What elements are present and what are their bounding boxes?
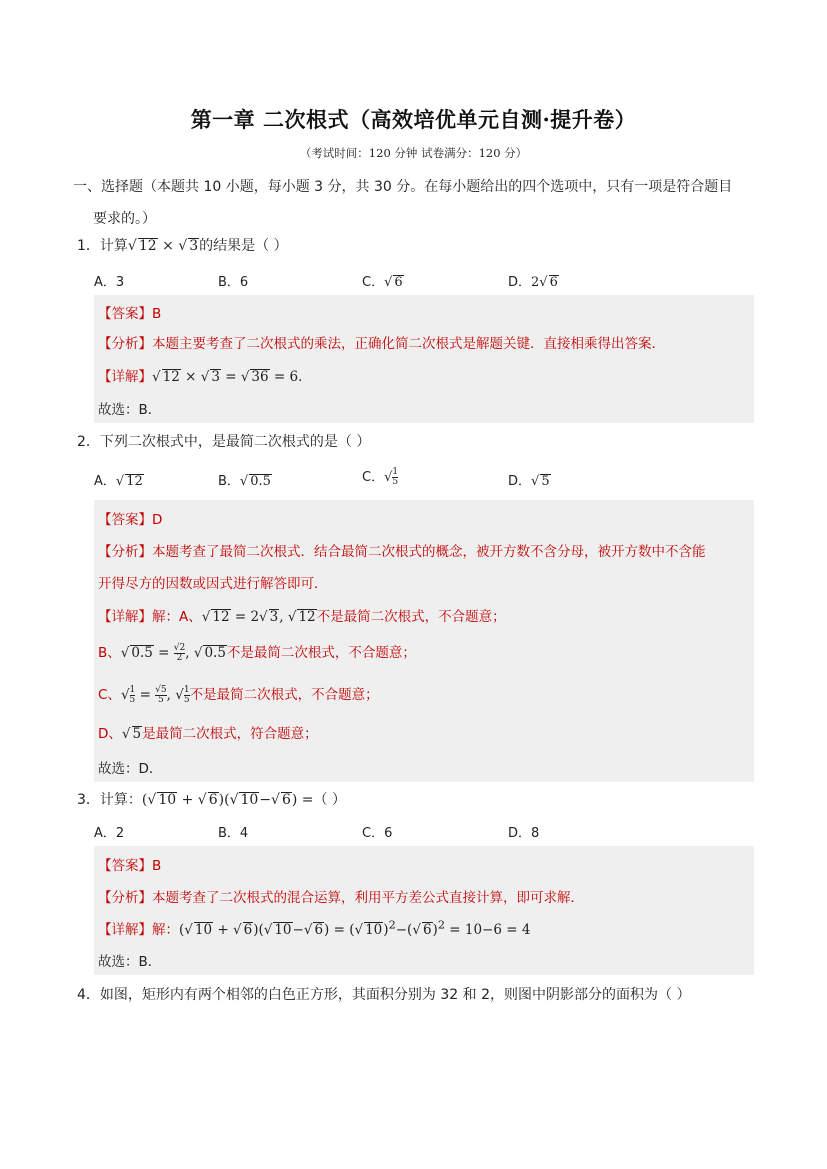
question-number: 4． bbox=[77, 987, 100, 1003]
question-number: 2． bbox=[77, 434, 100, 450]
answer-box-2 bbox=[94, 500, 754, 782]
option-d[interactable] bbox=[508, 470, 551, 489]
detail-prefix: D、 bbox=[98, 726, 122, 742]
detail-suffix: 是最简二次根式，符合题意； bbox=[142, 726, 318, 742]
math-expression: √ 5 bbox=[121, 726, 142, 742]
choose-line: 故选：B． bbox=[98, 402, 162, 418]
option-label: B． bbox=[218, 474, 240, 489]
option-b[interactable] bbox=[218, 470, 272, 489]
question-prefix: 计算 bbox=[99, 238, 128, 254]
option-label: D． bbox=[508, 275, 532, 290]
detail-end: ． bbox=[298, 369, 312, 385]
analysis-text: 本题考查了最简二次根式．结合最简二次根式的概念，被开方数不含分母，被开方数中不含能 bbox=[152, 544, 706, 560]
math-expression: √ 0.5 = $\frac{√2}{2}$ , √ 0.5 bbox=[120, 643, 226, 663]
detail-suffix: 不是最简二次根式，不合题意； bbox=[226, 645, 416, 661]
detail-prefix: 解：A、 bbox=[152, 609, 202, 625]
choose-line: 故选：D． bbox=[98, 761, 163, 777]
option-c[interactable]: C．6 bbox=[362, 826, 393, 841]
option-b[interactable]: B．4 bbox=[218, 826, 249, 841]
math-expression: √ 6 bbox=[384, 275, 403, 290]
detail-label: 【详解】 bbox=[98, 369, 152, 385]
choose-line: 故选：B． bbox=[98, 954, 162, 970]
answer-label: 【答案】 bbox=[98, 858, 152, 874]
analysis-label: 【分析】 bbox=[98, 336, 152, 352]
option-b[interactable]: B．6 bbox=[218, 275, 249, 290]
math-expression: 2√ 6 bbox=[531, 275, 558, 290]
option-label: C． bbox=[362, 470, 385, 485]
math-expression: √ 12 = 2√ 3, √ 12 bbox=[201, 609, 316, 625]
answer-value: D bbox=[152, 512, 163, 528]
detail-line bbox=[98, 365, 312, 385]
answer-line bbox=[98, 508, 162, 528]
math-expression: √ $\frac{1}{5}$ = $\frac{√5}{5}$ , √ $\frac{1}{5}$ bbox=[120, 685, 190, 705]
answer-value: B bbox=[152, 306, 162, 322]
analysis-line bbox=[98, 332, 665, 352]
detail-prefix: C、 bbox=[98, 687, 121, 703]
answer-label: 【答案】 bbox=[98, 306, 152, 322]
detail-suffix: 不是最简二次根式，不合题意； bbox=[189, 687, 379, 703]
question-number: 3． bbox=[77, 792, 100, 808]
section-heading-line1: 一、选择题（本题共 10 小题，每小题 3 分，共 30 分。在每小题给出的四个选项中，只有一项是符合题目 bbox=[73, 179, 733, 195]
math-expression: √ 12 bbox=[115, 474, 143, 489]
section-heading-line2: 要求的。） bbox=[93, 211, 156, 227]
math-expression: √ 5 bbox=[531, 474, 550, 489]
question-text: 如图，矩形内有两个相邻的白色正方形，其面积分别为 32 和 2，则图中阴影部分的面积为（ ） bbox=[99, 987, 691, 1003]
question-text: 下列二次根式中，是最简二次根式的是（ ） bbox=[99, 434, 371, 450]
detail-line-b bbox=[98, 641, 416, 663]
option-a[interactable]: A．2 bbox=[94, 826, 125, 841]
analysis-text: 本题主要考查了二次根式的乘法，正确化简二次根式是解题关键．直接相乘得出答案． bbox=[152, 336, 665, 352]
detail-prefix: 解： bbox=[152, 922, 179, 938]
option-label: A． bbox=[94, 474, 116, 489]
option-label: C． bbox=[362, 275, 385, 290]
math-expression: √ 12 × √ 3 = √ 36 = 6 bbox=[152, 369, 299, 385]
page-title: 第一章 二次根式（高效培优单元自测·提升卷） bbox=[190, 107, 637, 132]
answer-label: 【答案】 bbox=[98, 512, 152, 528]
section-heading bbox=[73, 171, 763, 235]
analysis-label: 【分析】 bbox=[98, 544, 152, 560]
answer-value: B bbox=[152, 858, 162, 874]
option-label: D． bbox=[508, 474, 532, 489]
math-expression: √ $\frac{1}{5}$ bbox=[384, 467, 399, 487]
detail-label: 【详解】 bbox=[98, 609, 152, 625]
question-3 bbox=[77, 789, 346, 809]
analysis-line-2: 开得尽方的因数或因式进行解答即可． bbox=[98, 576, 328, 592]
analysis-text: 本题考查了二次根式的混合运算，利用平方差公式直接计算，即可求解． bbox=[152, 890, 584, 906]
analysis-line bbox=[98, 540, 706, 560]
detail-line-c bbox=[98, 683, 379, 705]
question-prefix: 计算： bbox=[99, 792, 142, 808]
question-1 bbox=[77, 235, 288, 255]
question-number: 1． bbox=[77, 238, 100, 254]
math-expression: √ 0.5 bbox=[239, 474, 271, 489]
detail-prefix: B、 bbox=[98, 645, 121, 661]
question-4 bbox=[77, 984, 690, 1004]
detail-suffix: 不是最简二次根式，不合题意； bbox=[316, 609, 506, 625]
detail-tail: = 10−6 = 4 bbox=[444, 922, 531, 938]
math-expression: (√ 10 + √ 6)(√ 10−√ 6) = (√ 10)$^2$−(√ 6)$^2$ bbox=[179, 918, 445, 938]
math-expression: (√ 10 + √ 6)(√ 10−√ 6) bbox=[141, 792, 298, 808]
detail-line-a bbox=[98, 605, 506, 625]
analysis-label: 【分析】 bbox=[98, 890, 152, 906]
question-2 bbox=[77, 431, 370, 451]
option-d[interactable] bbox=[508, 271, 559, 290]
answer-box-3 bbox=[94, 846, 754, 975]
question-suffix: 的结果是（ ） bbox=[199, 238, 288, 254]
analysis-line bbox=[98, 886, 584, 906]
answer-box-1 bbox=[94, 295, 754, 423]
math-expression: √ 12 × √ 3 bbox=[127, 238, 199, 254]
detail-label: 【详解】 bbox=[98, 922, 152, 938]
detail-line-d bbox=[98, 722, 318, 742]
exam-info: （考试时间：120 分钟 试卷满分：120 分） bbox=[299, 146, 528, 160]
question-suffix: =（ ） bbox=[297, 792, 346, 808]
answer-line bbox=[98, 854, 161, 874]
detail-line bbox=[98, 918, 530, 938]
option-c[interactable] bbox=[362, 271, 404, 290]
option-a[interactable] bbox=[94, 470, 144, 489]
option-d[interactable]: D．8 bbox=[508, 826, 540, 841]
option-a[interactable]: A．3 bbox=[94, 275, 125, 290]
option-c[interactable] bbox=[362, 466, 398, 487]
answer-line bbox=[98, 302, 161, 322]
